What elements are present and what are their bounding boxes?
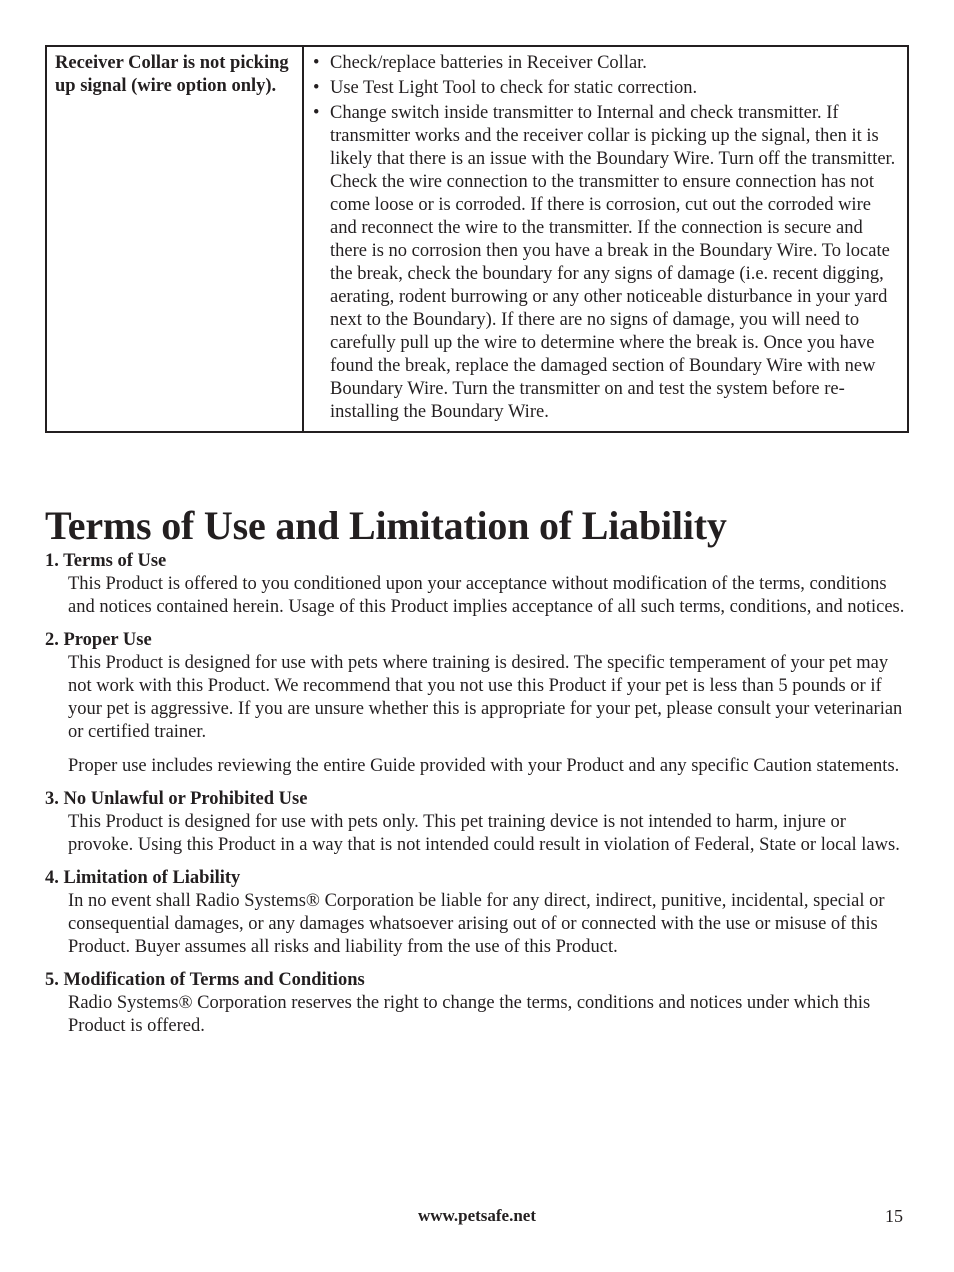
problem-cell: Receiver Collar is not picking up signal (wire option only). (46, 46, 303, 432)
section-paragraph: In no event shall Radio Systems® Corporation be liable for any direct, indirect, punitive, incidental, special or consequential damages, or any damages whatsoever arising out of or connected with the use or misuse of this Product. Buyer assumes all risks and liability from the use of this Product. (68, 891, 885, 957)
section-paragraph: Proper use includes reviewing the entire Guide provided with your Product and any specific Caution statements. (68, 756, 900, 776)
section-terms-of-use (45, 550, 905, 619)
solution-item: • Check/replace batteries in Receiver Collar. (310, 52, 899, 75)
troubleshooting-table (45, 45, 909, 433)
section-paragraph: This Product is offered to you conditioned upon your acceptance without modification of the terms, conditions and notices contained herein. Usage of this Product implies acceptance of all such terms, conditions, and notices. (68, 574, 905, 617)
section-proper-use (45, 629, 905, 778)
page-title: Terms of Use and Limitation of Liability (45, 503, 727, 548)
section-prohibited-use (45, 788, 905, 857)
section-paragraph: This Product is designed for use with pets where training is desired. The specific temperament of your pet may not work with this Product. We recommend that you not use this Product if your pet is less than 5 pounds or if your pet is aggressive. If you are unsure whether this is appropriate for your pet, please consult your veterinarian or certified trainer. (68, 653, 903, 742)
solutions-list (310, 52, 899, 424)
section-heading: 2. Proper Use (45, 630, 152, 650)
section-heading: 5. Modification of Terms and Conditions (45, 970, 365, 990)
footer-url: www.petsafe.net (417, 1206, 537, 1225)
section-paragraph: This Product is designed for use with pets only. This pet training device is not intended to harm, injure or provoke. Using this Product in a way that is not intended could result in violation of Federal, State or local laws. (68, 812, 900, 855)
section-modification-of-terms (45, 969, 905, 1038)
solution-item: • Use Test Light Tool to check for static correction. (310, 77, 899, 100)
solution-item: • Change switch inside transmitter to Internal and check transmitter. If transmitter works and the receiver collar is picking up the signal, then it is likely that there is an issue with the Boundary Wire. Turn off the transmitter. Check the wire connection to the transmitter to ensure connection has not come loose or is corroded. If there is corrosion, cut out the corroded wire and reconnect the wire to the transmitter. If the connection is secure and there is no corrosion then you have a break in the Boundary Wire. To locate the break, check the boundary for any signs of damage (i.e. recent digging, aerating, rodent burrowing or any other noticeable disturbance in your yard next to the Boundary). If there are no signs of damage, you will need to carefully pull up the wire to determine where the break is. Once you have found the break, replace the damaged section of Boundary Wire with new Boundary Wire. Turn the transmitter on and test the system before re-installing the Boundary Wire. (310, 102, 899, 424)
solutions-cell (303, 46, 908, 432)
section-heading: 3. No Unlawful or Prohibited Use (45, 789, 308, 809)
page-number: 15 (885, 1206, 903, 1226)
section-heading: 4. Limitation of Liability (45, 868, 241, 888)
section-heading: 1. Terms of Use (45, 551, 167, 571)
section-limitation-of-liability (45, 867, 905, 959)
section-paragraph: Radio Systems® Corporation reserves the right to change the terms, conditions and notices under which this Product is offered. (68, 993, 871, 1036)
table-row (46, 46, 908, 432)
terms-sections (45, 550, 905, 1048)
